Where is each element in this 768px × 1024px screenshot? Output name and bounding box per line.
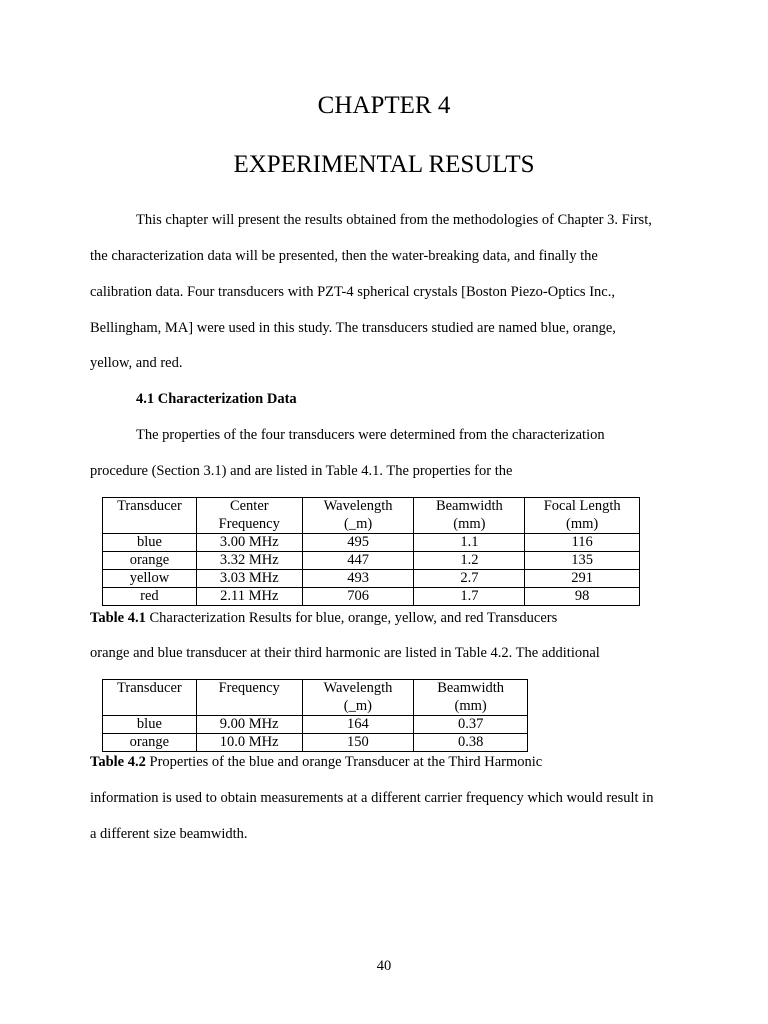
header-cell: Beamwidth (mm) (414, 498, 525, 534)
page-number: 40 (376, 958, 392, 974)
body-line: a different size beamwidth. (90, 826, 248, 842)
section-heading: 4.1 Characterization Data (136, 391, 297, 407)
table-cell: 0.37 (414, 716, 528, 734)
table-cell: 10.0 MHz (196, 734, 302, 752)
table-cell: 2.11 MHz (196, 588, 302, 606)
table-cell: 0.38 (414, 734, 528, 752)
table-cell: 447 (302, 552, 414, 570)
header-cell: Transducer (103, 498, 197, 534)
table-row (103, 588, 640, 606)
body-line: orange and blue transducer at their third harmonic are listed in Table 4.2. The additional (90, 645, 600, 661)
table-cell: red (103, 588, 197, 606)
body-line: This chapter will present the results obtained from the methodologies of Chapter 3. First, (136, 212, 652, 228)
table-cell: blue (103, 534, 197, 552)
table-cell: 1.1 (414, 534, 525, 552)
table-row (103, 734, 528, 752)
chapter-heading: CHAPTER 4 (317, 92, 451, 119)
table-caption (90, 754, 542, 771)
body-line: calibration data. Four transducers with PZT-4 spherical crystals [Boston Piezo-Optics Inc., (90, 284, 615, 300)
body-line: The properties of the four transducers were determined from the characterization (136, 427, 605, 443)
table-cell: 98 (525, 588, 640, 606)
table-header-row (103, 498, 640, 534)
caption-text: Characterization Results for blue, orange, yellow, and red Transducers (145, 610, 558, 626)
table-caption (90, 610, 557, 627)
body-line: procedure (Section 3.1) and are listed in Table 4.1. The properties for the (90, 463, 513, 479)
table-4-1 (102, 497, 640, 606)
header-cell: Frequency (196, 680, 302, 716)
table-cell: 164 (302, 716, 414, 734)
table-cell: yellow (103, 570, 197, 588)
table-cell: 1.7 (414, 588, 525, 606)
table-cell: 1.2 (414, 552, 525, 570)
caption-label: Table 4.2 (90, 754, 146, 770)
table-cell: 493 (302, 570, 414, 588)
header-cell: Wavelength (_m) (302, 498, 414, 534)
chapter-title: EXPERIMENTAL RESULTS (233, 151, 535, 178)
table-row (103, 552, 640, 570)
caption-text: Properties of the blue and orange Transducer at the Third Harmonic (145, 754, 543, 770)
table-cell: 3.32 MHz (196, 552, 302, 570)
header-cell: Wavelength (_m) (302, 680, 414, 716)
table-row (103, 534, 640, 552)
body-line: yellow, and red. (90, 355, 183, 371)
table-cell: 2.7 (414, 570, 525, 588)
table-row (103, 716, 528, 734)
header-cell: Transducer (103, 680, 197, 716)
table-row (103, 570, 640, 588)
table-4-2 (102, 679, 528, 752)
table-cell: 3.03 MHz (196, 570, 302, 588)
body-line: the characterization data will be presented, then the water-breaking data, and finally the (90, 248, 598, 264)
header-cell: Beamwidth (mm) (414, 680, 528, 716)
table-cell: orange (103, 552, 197, 570)
header-cell: Center Frequency (196, 498, 302, 534)
table-cell: 3.00 MHz (196, 534, 302, 552)
table-header-row (103, 680, 528, 716)
table-cell: 150 (302, 734, 414, 752)
table-cell: 9.00 MHz (196, 716, 302, 734)
body-line: information is used to obtain measurements at a different carrier frequency which would result in (90, 790, 654, 806)
table-cell: 116 (525, 534, 640, 552)
table-cell: orange (103, 734, 197, 752)
table-cell: 291 (525, 570, 640, 588)
table-cell: 495 (302, 534, 414, 552)
table-cell: 706 (302, 588, 414, 606)
table-cell: 135 (525, 552, 640, 570)
header-cell: Focal Length (mm) (525, 498, 640, 534)
body-line: Bellingham, MA] were used in this study. The transducers studied are named blue, orange, (90, 320, 616, 336)
table-cell: blue (103, 716, 197, 734)
caption-label: Table 4.1 (90, 610, 146, 626)
